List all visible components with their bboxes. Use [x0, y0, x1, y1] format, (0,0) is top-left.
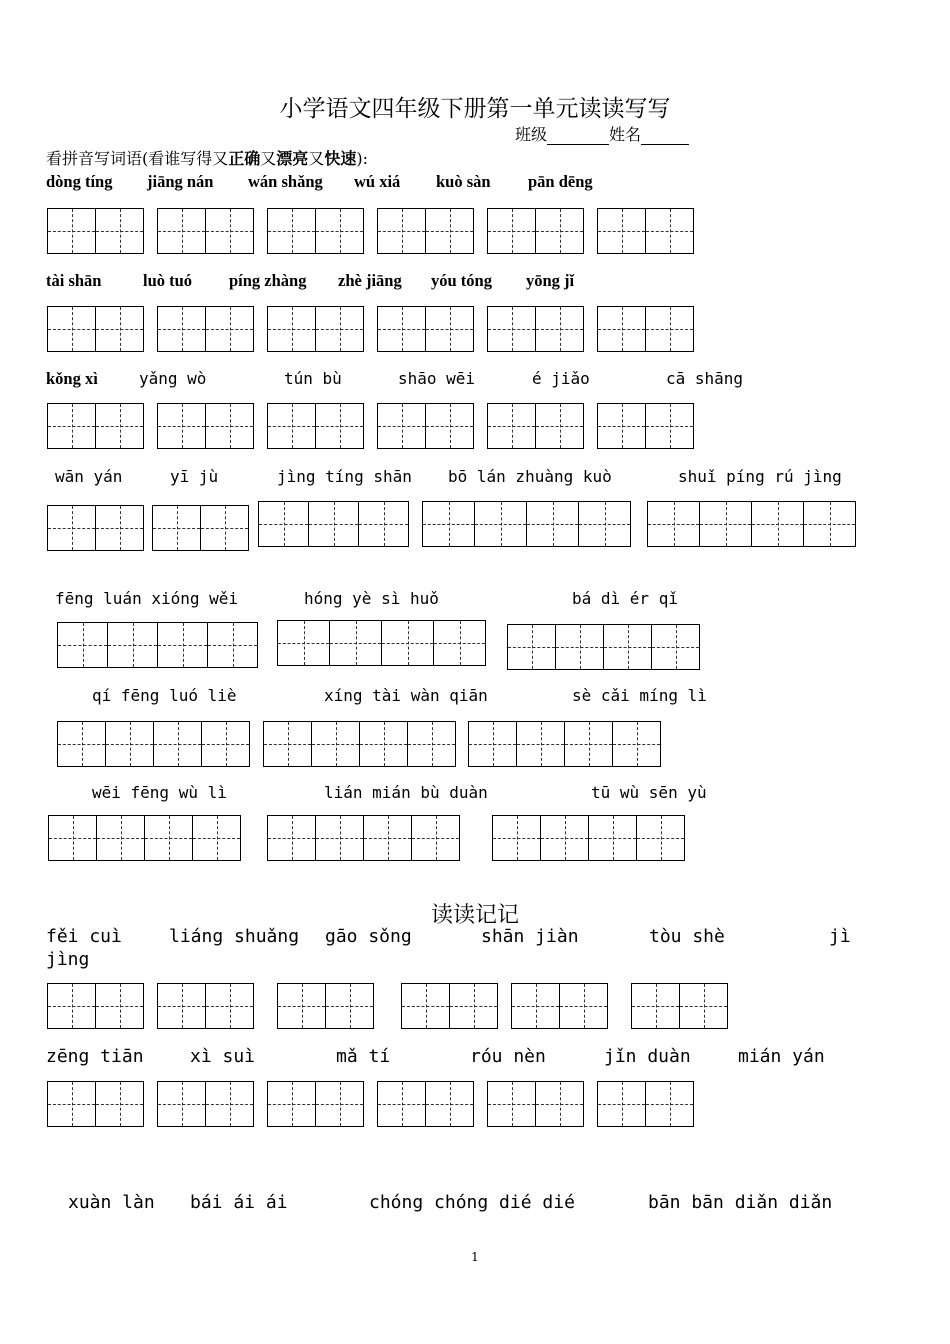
writing-grid[interactable]	[597, 306, 694, 352]
writing-grid[interactable]	[48, 815, 241, 861]
pinyin: bái ái ái	[190, 1192, 288, 1213]
writing-grid[interactable]	[258, 501, 409, 547]
pinyin: zhè jiāng	[338, 271, 402, 290]
writing-grid[interactable]	[152, 505, 249, 551]
pinyin: qí fēng luó liè	[92, 686, 237, 705]
pinyin: cā shāng	[666, 369, 744, 388]
pinyin: yóu tóng	[431, 271, 492, 290]
writing-grid[interactable]	[468, 721, 661, 767]
instr-suffix: ):	[356, 149, 368, 168]
writing-grid[interactable]	[157, 403, 254, 449]
pinyin: yōng jǐ	[526, 271, 575, 290]
writing-grid[interactable]	[277, 620, 486, 666]
pinyin: jiāng nán	[147, 172, 214, 191]
writing-grid[interactable]	[507, 624, 700, 670]
pinyin: xì suì	[190, 1046, 256, 1067]
pinyin: wān yán	[55, 467, 123, 486]
instr-and-1: 又	[260, 149, 277, 168]
pinyin: jìng	[46, 949, 90, 970]
pinyin: mián yán	[738, 1046, 825, 1067]
writing-grid[interactable]	[47, 1081, 144, 1127]
pinyin: tài shān	[46, 271, 102, 290]
writing-grid[interactable]	[47, 306, 144, 352]
writing-grid[interactable]	[267, 208, 364, 254]
name-blank[interactable]	[641, 125, 689, 145]
writing-grid[interactable]	[263, 721, 456, 767]
writing-grid[interactable]	[47, 403, 144, 449]
class-blank[interactable]	[547, 125, 609, 145]
writing-grid[interactable]	[157, 208, 254, 254]
pinyin: yī jù	[170, 467, 219, 486]
writing-grid[interactable]	[492, 815, 685, 861]
writing-grid[interactable]	[597, 1081, 694, 1127]
writing-grid[interactable]	[47, 983, 144, 1029]
pinyin: kǒng xì	[46, 369, 98, 388]
pinyin: bá dì ér qǐ	[572, 589, 678, 608]
writing-grid[interactable]	[267, 815, 460, 861]
writing-grid[interactable]	[277, 983, 374, 1029]
pinyin: shuǐ píng rú jìng	[678, 467, 842, 486]
pinyin: píng zhàng	[229, 271, 307, 290]
pinyin: jì	[829, 926, 851, 947]
pinyin: xíng tài wàn qiān	[324, 686, 488, 705]
writing-grid[interactable]	[487, 208, 584, 254]
pinyin: sè cǎi míng lì	[572, 686, 707, 705]
pinyin: gāo sǒng	[325, 926, 412, 947]
writing-grid[interactable]	[157, 983, 254, 1029]
writing-grid[interactable]	[47, 505, 144, 551]
instructions	[46, 146, 368, 169]
pinyin: bō lán zhuàng kuò	[448, 467, 612, 486]
writing-grid[interactable]	[57, 622, 258, 668]
writing-grid[interactable]	[487, 1081, 584, 1127]
pinyin: zēng tiān	[46, 1046, 144, 1067]
writing-grid[interactable]	[47, 208, 144, 254]
pinyin: róu nèn	[470, 1046, 546, 1067]
pinyin: shāo wēi	[398, 369, 476, 388]
writing-grid[interactable]	[157, 1081, 254, 1127]
pinyin: wēi fēng wù lì	[92, 783, 227, 802]
pinyin: xuàn làn	[68, 1192, 155, 1213]
writing-grid[interactable]	[401, 983, 498, 1029]
instr-correct: 正确	[228, 149, 261, 168]
pinyin: tòu shè	[649, 926, 725, 947]
pinyin: shān jiàn	[481, 926, 579, 947]
writing-grid[interactable]	[597, 403, 694, 449]
writing-grid[interactable]	[267, 306, 364, 352]
pinyin: dòng tíng	[46, 172, 113, 191]
pinyin: fěi cuì	[46, 926, 122, 947]
pinyin: kuò sàn	[436, 172, 491, 191]
writing-grid[interactable]	[422, 501, 631, 547]
pinyin: jìng tíng shān	[277, 467, 412, 486]
writing-grid[interactable]	[377, 1081, 474, 1127]
writing-grid[interactable]	[511, 983, 608, 1029]
writing-grid[interactable]	[631, 983, 728, 1029]
pinyin: mǎ tí	[336, 1046, 391, 1067]
page-number: 1	[471, 1250, 479, 1264]
instr-prefix: 看拼音写词语(看谁写得又	[46, 149, 229, 168]
pinyin: lián mián bù duàn	[324, 783, 488, 802]
section-title: 读读记记	[430, 903, 519, 928]
writing-grid[interactable]	[377, 208, 474, 254]
pinyin: pān dēng	[528, 172, 593, 191]
page-title: 小学语文四年级下册第一单元读读写写	[279, 96, 671, 122]
pinyin: chóng chóng dié dié	[369, 1192, 575, 1213]
pinyin: hóng yè sì huǒ	[304, 589, 439, 608]
pinyin: wán shǎng	[248, 172, 323, 191]
writing-grid[interactable]	[157, 306, 254, 352]
writing-grid[interactable]	[487, 306, 584, 352]
pinyin: bān bān diǎn diǎn	[648, 1192, 833, 1213]
pinyin: wú xiá	[354, 172, 401, 191]
pinyin: yǎng wò	[139, 369, 207, 388]
pinyin: tún bù	[284, 369, 342, 388]
class-name-line	[515, 122, 689, 145]
pinyin: jǐn duàn	[604, 1046, 691, 1067]
instr-fast: 快速	[324, 149, 357, 168]
class-label: 班级	[515, 125, 548, 144]
pinyin: luò tuó	[143, 271, 193, 290]
pinyin: tū wù sēn yù	[591, 783, 707, 802]
writing-grid[interactable]	[597, 208, 694, 254]
writing-grid[interactable]	[377, 306, 474, 352]
name-label: 姓名	[609, 125, 642, 144]
writing-grid[interactable]	[487, 403, 584, 449]
pinyin: liáng shuǎng	[169, 926, 300, 947]
instr-pretty: 漂亮	[276, 149, 309, 168]
writing-grid[interactable]	[267, 1081, 364, 1127]
writing-grid[interactable]	[647, 501, 856, 547]
pinyin: é jiǎo	[532, 369, 590, 388]
writing-grid[interactable]	[377, 403, 474, 449]
pinyin: fēng luán xióng wěi	[55, 589, 239, 608]
writing-grid[interactable]	[267, 403, 364, 449]
writing-grid[interactable]	[57, 721, 250, 767]
instr-and-2: 又	[308, 149, 325, 168]
